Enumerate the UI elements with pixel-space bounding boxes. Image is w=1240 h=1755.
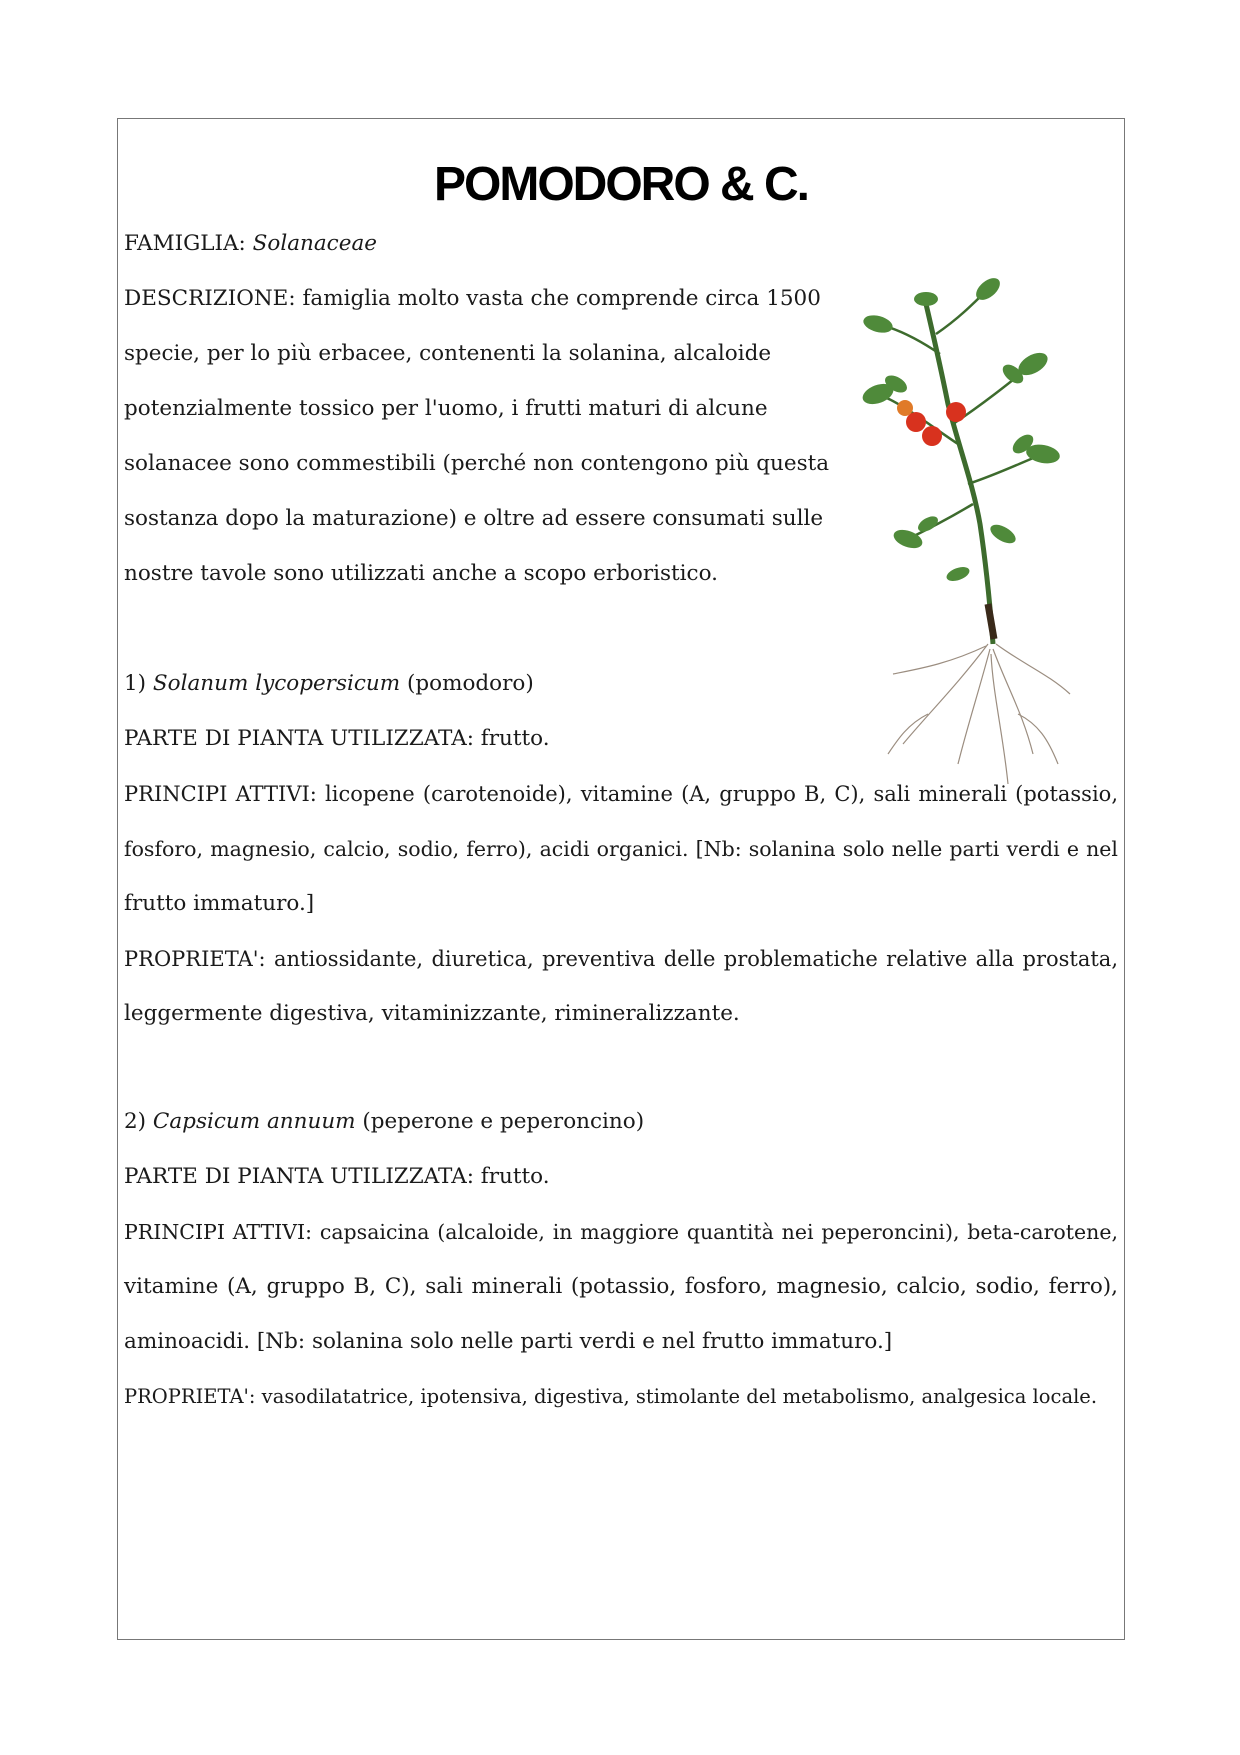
- section2-number: 2): [124, 1109, 153, 1134]
- section2-parte: PARTE DI PIANTA UTILIZZATA: frutto.: [124, 1164, 550, 1189]
- section1-heading: [124, 669, 534, 699]
- section1-proprieta-line-2: leggermente digestiva, vitaminizzante, rimineralizzante.: [124, 1001, 740, 1026]
- page-title: POMODORO & C.: [433, 158, 808, 211]
- section2-principi-line-3: aminoacidi. [Nb: solanina solo nelle parti verdi e nel frutto immaturo.]: [124, 1329, 893, 1354]
- section1-parte: PARTE DI PIANTA UTILIZZATA: frutto.: [124, 726, 550, 751]
- descrizione-line-1: [124, 284, 821, 314]
- section1-species: Solanum lycopersicum: [152, 671, 401, 696]
- section2-heading: [124, 1107, 644, 1137]
- section2-proprieta-line-1: PROPRIETA': vasodilatatrice, ipotensiva, digestiva, stimolante del metabolismo, analgesica locale.: [124, 1385, 1098, 1408]
- descrizione-line-3: potenzialmente tossico per l'uomo, i frutti maturi di alcune: [124, 396, 768, 421]
- descrizione-label: DESCRIZIONE:: [124, 286, 303, 311]
- famiglia-label: FAMIGLIA:: [124, 231, 253, 256]
- section1-principi-line-1: PRINCIPI ATTIVI: licopene (carotenoide), vitamine (A, gruppo B, C), sali minerali (potassio,: [124, 782, 1118, 806]
- section1-number: 1): [124, 671, 153, 696]
- section1-proprieta-line-1: PROPRIETA': antiossidante, diuretica, preventiva delle problematiche relative alla prostata,: [124, 947, 1118, 971]
- tomato-plant-illustration-icon: [808, 244, 1108, 844]
- descrizione-line-5: sostanza dopo la maturazione) e oltre ad essere consumati sulle: [124, 506, 824, 531]
- section1-principi-line-3: frutto immaturo.]: [124, 891, 315, 916]
- section2-principi-line-2: vitamine (A, gruppo B, C), sali minerali (potassio, fosforo, magnesio, calcio, sodio, ferro),: [124, 1274, 1118, 1299]
- section2-species: Capsicum annuum: [152, 1109, 356, 1134]
- document-frame: [117, 118, 1125, 1640]
- section1-common: (pomodoro): [400, 671, 534, 696]
- section1-principi-line-2: fosforo, magnesio, calcio, sodio, ferro), acidi organici. [Nb: solanina solo nelle parti verdi e nel: [124, 837, 1118, 861]
- descrizione-line-4: solanacee sono commestibili (perché non contengono più questa: [124, 451, 830, 476]
- descrizione-line-6: nostre tavole sono utilizzati anche a scopo erboristico.: [124, 561, 719, 586]
- famiglia-line: [124, 229, 377, 259]
- section2-principi-line-1: PRINCIPI ATTIVI: capsaicina (alcaloide, in maggiore quantità nei peperoncini), beta-carotene,: [124, 1220, 1118, 1244]
- descrizione-text: famiglia molto vasta che comprende circa 1500: [302, 286, 821, 311]
- famiglia-value: Solanaceae: [252, 231, 377, 256]
- descrizione-line-2: specie, per lo più erbacee, contenenti la solanina, alcaloide: [124, 341, 772, 366]
- section2-common: (peperone e peperoncino): [355, 1109, 645, 1134]
